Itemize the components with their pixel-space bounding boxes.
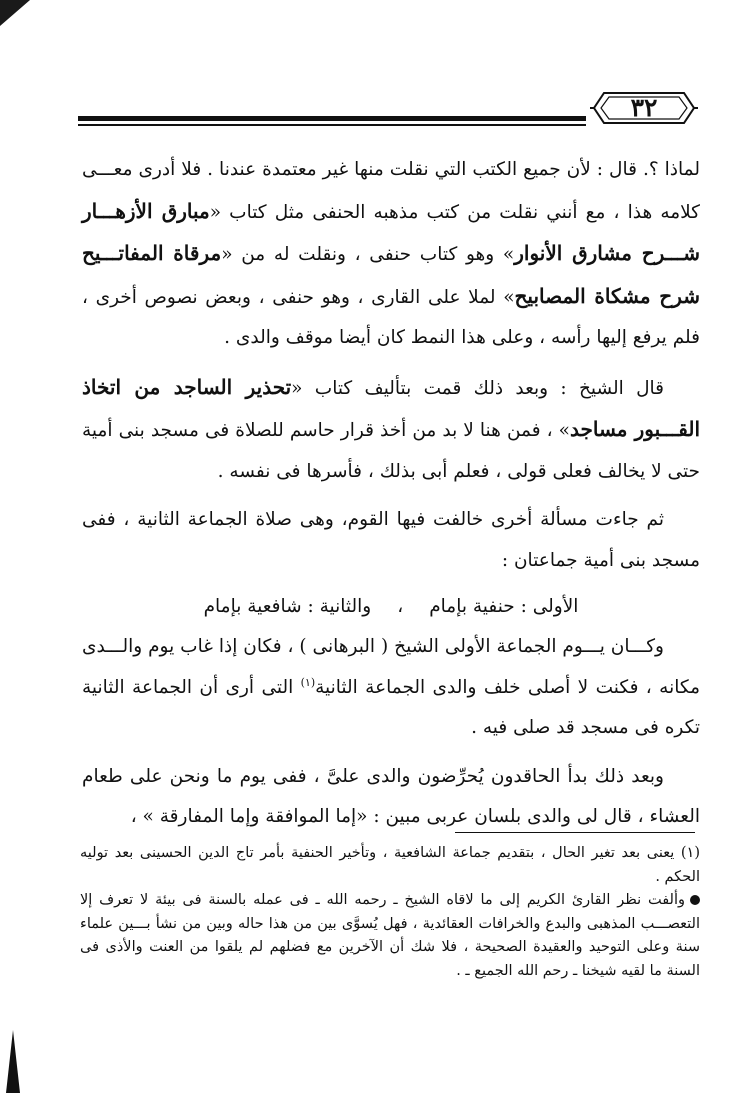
- header-rule-thick: [78, 116, 586, 121]
- page-number-frame: [590, 90, 698, 126]
- paragraph-5: وبعد ذلك بدأ الحاقدون يُحرِّضون والدى علىَّ ، ففى يوم ما ونحن على طعام العشاء ، قال لى والدى بلسان عربى مبين : «إما الموافقة وإما المفارقة » ،: [82, 765, 700, 827]
- header-rule-thin: [78, 124, 586, 126]
- scan-edge-mark: [6, 1030, 20, 1093]
- paragraph-2: [82, 367, 700, 493]
- paragraph-4: [82, 627, 700, 749]
- bullet-icon: [690, 895, 700, 905]
- footnote-separator: [455, 832, 695, 833]
- text-run: وكـــان يـــوم الجماعة الأولى الشيخ ( البرهانى ) ، فكان إذا غاب يوم والـــدى مكانه ، فكنت لا أصلى خلف والدى الجماعة الثانية: [82, 636, 700, 698]
- verse-second: والثانية : شافعية بإمام: [203, 596, 372, 617]
- book-title: تحذير الساجد من اتخاذ القـــبور مساجد: [82, 374, 701, 441]
- verse-first: الأولى : حنفية بإمام: [429, 596, 579, 617]
- footnotes: [80, 842, 700, 983]
- book-title: مرقاة المفاتـــيح شرح مشكاة المصابيح: [82, 241, 700, 308]
- paragraph-1: [82, 150, 700, 359]
- page-number: ٣٢: [630, 93, 658, 122]
- text-run: لماذا ؟. قال : لأن جميع الكتب التي نقلت منها غير معتمدة عندنا . فلا أدرى معـــى كلامه هذا ، مع أنني نقلت من كتب مذهبه الحنفى مثل كتاب «: [82, 159, 700, 223]
- page-header: [78, 84, 698, 130]
- text-run: » وهو كتاب حنفى ، ونقلت له من «: [221, 244, 515, 265]
- verse-line: [82, 587, 700, 627]
- footnote-1: (١) يعنى بعد تغير الحال ، بتقديم جماعة الشافعية ، وتأخير الحنفية بأمر تاج الدين الحسينى بعد توليه الحكم .: [80, 845, 700, 885]
- scan-corner-mark: [0, 0, 30, 26]
- footnote-ref[interactable]: (١): [300, 675, 316, 689]
- text-run: » ، فمن هنا لا بد من أخذ قرار حاسم للصلاة فى مسجد بنى أمية حتى لا يخالف فعلى قولى ، فعلم أبى بذلك ، فأسرها فى نفسه .: [82, 420, 700, 482]
- footnote-2: [80, 889, 700, 983]
- text-run: » لملا على القارى ، وهو حنفى ، وبعض نصوص أخرى ، فلم يرفع إليها رأسه ، وعلى هذا النمط كان أيضا موقف والدى .: [82, 286, 700, 348]
- paragraph-3: ثم جاءت مسألة أخرى خالفت فيها القوم، وهى صلاة الجماعة الثانية ، ففى مسجد بنى أمية جماعتان :: [82, 509, 700, 571]
- verse-separator: ،: [397, 596, 404, 617]
- text-run: التى أرى أن الجماعة الثانية تكره فى مسجد قد صلى فيه .: [82, 676, 700, 738]
- book-title: مبارق الأزهـــار شـــرح مشارق الأنوار: [82, 198, 700, 265]
- footnote-2-text: وألفت نظر القارئ الكريم إلى ما لاقاه الشيخ ـ رحمه الله ـ فى عمله بالسنة فى بيئة لا تعرف إلا التعصـــب المذهبى والبدع والخرافات العقائدية ، فهل يُسوَّى بين من هذا حاله وبين من نشأ بـــين علماء سنة وعلى التوحيد والعقيدة الصحيحة ، فلا شك أن الآخرين مع فضلهم لم يلقوا من العنت والأذى فى السنة ما لقيه شيخنا ـ رحم الله الجميع ـ .: [80, 892, 700, 979]
- text-run: قال الشيخ : وبعد ذلك قمت بتأليف كتاب «: [291, 377, 664, 399]
- main-text: [82, 150, 700, 838]
